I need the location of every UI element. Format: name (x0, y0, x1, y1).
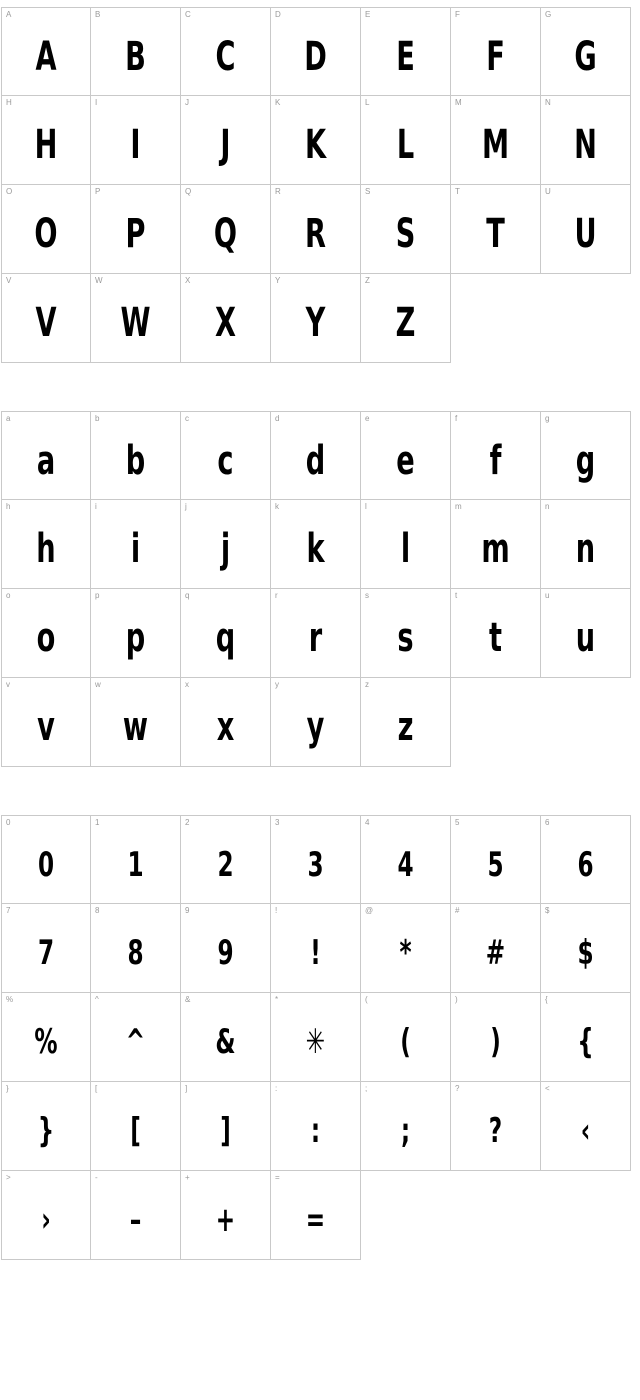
glyph-cell (541, 500, 631, 589)
glyph-cell (91, 185, 181, 274)
glyph-cell-label: V (6, 276, 12, 285)
glyph-cell-character: t (488, 615, 503, 661)
glyph-cell (91, 7, 181, 96)
glyph-cell (361, 904, 451, 993)
glyph-cell (91, 96, 181, 185)
glyph-cell-character: e (396, 438, 415, 484)
glyph-cell-character: z (397, 704, 414, 750)
glyph-cell-label: m (455, 502, 462, 511)
glyph-cell-character: ? (488, 1111, 503, 1151)
glyph-cell (271, 993, 361, 1082)
glyph-cell-character: 6 (577, 845, 594, 885)
glyph-cell (91, 411, 181, 500)
glyph-cell (451, 7, 541, 96)
glyph-cell-label: K (275, 98, 281, 107)
glyph-cell (91, 274, 181, 363)
glyph-cell-character: r (308, 615, 323, 661)
glyph-cell-label: d (275, 414, 280, 423)
glyph-cell-label: p (95, 591, 100, 600)
glyph-cell-label: S (365, 187, 371, 196)
glyph-cell-label: a (6, 414, 11, 423)
glyph-cell-character: x (216, 704, 235, 750)
glyph-cell-character: v (37, 704, 55, 750)
glyph-cell (1, 589, 91, 678)
glyph-cell-label: o (6, 591, 11, 600)
glyph-cell (1, 7, 91, 96)
glyph-cell (1, 678, 91, 767)
glyph-cell (271, 1171, 361, 1260)
glyph-cell-label: v (6, 680, 10, 689)
glyph-cell-label: e (365, 414, 370, 423)
glyph-cell-label: & (185, 995, 191, 1004)
glyph-cell-label: g (545, 414, 550, 423)
glyph-cell-label: J (185, 98, 189, 107)
glyph-cell (1, 1171, 91, 1260)
glyph-cell-character: U (574, 211, 597, 257)
glyph-cell-character: y (306, 704, 325, 750)
glyph-cell-label: } (6, 1084, 9, 1093)
glyph-cell-label: { (545, 995, 548, 1004)
glyph-cell-character: J (220, 122, 231, 168)
glyph-cell-label: 3 (275, 818, 280, 827)
glyph-cell-character: L (396, 122, 415, 168)
glyph-grid-symbols (1, 767, 631, 1260)
glyph-cell-character: = (305, 1200, 326, 1240)
glyph-cell-character: f (489, 438, 502, 484)
glyph-cell-label: $ (545, 906, 550, 915)
glyph-cell-character: ! (310, 933, 321, 973)
glyph-cell (91, 678, 181, 767)
glyph-cell (271, 274, 361, 363)
glyph-cell-label: k (275, 502, 279, 511)
glyph-cell-label: M (455, 98, 462, 107)
glyph-cell-label: ( (365, 995, 368, 1004)
glyph-cell-character: V (35, 300, 57, 346)
glyph-cell-character: ‹ (580, 1111, 591, 1151)
glyph-cell-character: m (481, 526, 510, 572)
glyph-cell (361, 589, 451, 678)
glyph-cell (181, 411, 271, 500)
glyph-cell-character: 1 (127, 845, 144, 885)
glyph-cell (1, 904, 91, 993)
glyph-cell (181, 274, 271, 363)
glyph-cell (1, 815, 91, 904)
glyph-cell-label: N (545, 98, 551, 107)
glyph-cell-character: N (574, 122, 597, 168)
glyph-cell-label: b (95, 414, 100, 423)
glyph-cell-label: E (365, 10, 371, 19)
glyph-cell-character: 3 (307, 845, 324, 885)
glyph-cell-label: 5 (455, 818, 460, 827)
glyph-cell (271, 589, 361, 678)
glyph-cell-label: h (6, 502, 11, 511)
glyph-cell (451, 500, 541, 589)
glyph-cell (181, 589, 271, 678)
glyph-cell (541, 185, 631, 274)
glyph-cell (1, 185, 91, 274)
glyph-cell-label: D (275, 10, 281, 19)
glyph-cell (91, 589, 181, 678)
glyph-cell (91, 815, 181, 904)
glyph-cell (1, 96, 91, 185)
glyph-cell (181, 993, 271, 1082)
glyph-cell-character: 9 (217, 933, 234, 973)
glyph-cell-character: d (305, 438, 326, 484)
glyph-cell-character: w (122, 704, 149, 750)
glyph-cell-label: ) (455, 995, 458, 1004)
glyph-cell-character: Q (213, 211, 238, 257)
glyph-cell (451, 993, 541, 1082)
glyph-cell-character: B (125, 34, 146, 80)
glyph-cell-label: r (275, 591, 278, 600)
glyph-cell-character: › (41, 1200, 51, 1240)
glyph-cell-label: F (455, 10, 460, 19)
glyph-cell-label: 1 (95, 818, 100, 827)
glyph-cell-label: : (275, 1084, 278, 1093)
glyph-cell (541, 411, 631, 500)
glyph-cell (541, 589, 631, 678)
glyph-cell (451, 96, 541, 185)
glyph-cell-label: z (365, 680, 369, 689)
glyph-cell (91, 1082, 181, 1171)
glyph-cell (91, 993, 181, 1082)
glyph-cell-character: W (120, 300, 151, 346)
glyph-cell-character: ] (220, 1111, 231, 1151)
glyph-cell-character: & (215, 1022, 236, 1062)
glyph-cell-character: s (397, 615, 414, 661)
glyph-cell (541, 815, 631, 904)
glyph-cell-character: h (36, 526, 56, 572)
glyph-cell (181, 96, 271, 185)
glyph-cell (1, 411, 91, 500)
glyph-cell-character: 0 (37, 845, 55, 885)
glyph-cell-label: w (95, 680, 101, 689)
glyph-cell-character: A (35, 34, 57, 80)
glyph-cell (1, 993, 91, 1082)
glyph-cell-label: u (545, 591, 550, 600)
glyph-cell-character: 5 (487, 845, 504, 885)
glyph-cell (451, 904, 541, 993)
glyph-cell-label: I (95, 98, 98, 107)
glyph-cell (271, 500, 361, 589)
glyph-cell-label: B (95, 10, 101, 19)
glyph-cell (541, 904, 631, 993)
glyph-cell-character: j (220, 526, 231, 572)
glyph-cell-label: q (185, 591, 190, 600)
glyph-cell (181, 500, 271, 589)
glyph-cell (91, 1171, 181, 1260)
glyph-cell-character: E (396, 34, 415, 80)
glyph-cell-label: i (95, 502, 97, 511)
glyph-cell-character: # (485, 933, 506, 973)
glyph-cell-character: S (395, 211, 416, 257)
glyph-cell-label: ; (365, 1084, 368, 1093)
glyph-cell (91, 500, 181, 589)
glyph-cell-character: 7 (37, 933, 55, 973)
glyph-cell (271, 1082, 361, 1171)
glyph-cell-character: p (125, 615, 146, 661)
glyph-cell-character: – (129, 1200, 142, 1240)
glyph-cell (361, 96, 451, 185)
glyph-cell-character: : (310, 1111, 321, 1151)
glyph-cell-character: $ (577, 933, 594, 973)
glyph-cell-character: + (215, 1200, 236, 1240)
glyph-cell-character: g (575, 438, 596, 484)
glyph-cell (451, 185, 541, 274)
glyph-cell-label: [ (95, 1084, 98, 1093)
glyph-cell-label: y (275, 680, 279, 689)
glyph-cell-label: < (545, 1084, 550, 1093)
glyph-cell (271, 904, 361, 993)
glyph-cell-label: H (6, 98, 12, 107)
glyph-cell-character: l (400, 526, 411, 572)
glyph-cell-character: o (36, 615, 56, 661)
glyph-cell (91, 904, 181, 993)
glyph-cell-character: ( (400, 1022, 411, 1062)
glyph-cell (361, 185, 451, 274)
glyph-cell-character: } (37, 1111, 55, 1151)
glyph-cell (181, 904, 271, 993)
glyph-cell (361, 411, 451, 500)
glyph-cell-label: * (275, 995, 279, 1004)
glyph-cell-label: c (185, 414, 189, 423)
glyph-cell-character: b (125, 438, 146, 484)
glyph-cell-character: u (575, 615, 596, 661)
glyph-cell (541, 96, 631, 185)
glyph-cell-label: G (545, 10, 552, 19)
glyph-cell-character: F (486, 34, 505, 80)
glyph-cell-character: c (217, 438, 234, 484)
glyph-cell-character: 8 (127, 933, 144, 973)
glyph-cell (271, 7, 361, 96)
glyph-cell (361, 1082, 451, 1171)
glyph-cell (181, 7, 271, 96)
glyph-cell (271, 678, 361, 767)
glyph-cell (271, 815, 361, 904)
glyph-cell-character: O (34, 211, 58, 257)
glyph-cell-label: 4 (365, 818, 370, 827)
glyph-cell-label: Y (275, 276, 281, 285)
glyph-cell-label: @ (365, 906, 374, 915)
glyph-cell (1, 274, 91, 363)
glyph-cell-label: ] (185, 1084, 188, 1093)
glyph-cell-character: * (399, 933, 412, 973)
glyph-cell (181, 185, 271, 274)
glyph-cell-label: + (185, 1173, 190, 1182)
glyph-cell-character: K (304, 122, 327, 168)
glyph-cell-label: R (275, 187, 281, 196)
glyph-cell-character: ) (490, 1022, 501, 1062)
glyph-grid-lowercase (1, 363, 631, 767)
glyph-cell-label: n (545, 502, 550, 511)
glyph-cell (361, 815, 451, 904)
glyph-cell-character: P (125, 211, 146, 257)
glyph-cell-character: 2 (217, 845, 234, 885)
glyph-cell-label: l (365, 502, 367, 511)
glyph-cell-label: ^ (95, 995, 99, 1004)
glyph-cell (271, 185, 361, 274)
glyph-cell (451, 1082, 541, 1171)
glyph-cell-character: a (36, 438, 56, 484)
glyph-cell-character: { (577, 1022, 594, 1062)
glyph-cell-label: P (95, 187, 101, 196)
glyph-cell-label: 9 (185, 906, 190, 915)
glyph-cell-label: ? (455, 1084, 460, 1093)
glyph-cell-character: G (574, 34, 597, 80)
glyph-cell-label: U (545, 187, 551, 196)
glyph-cell-label: T (455, 187, 460, 196)
glyph-cell-label: # (455, 906, 460, 915)
glyph-cell (1, 1082, 91, 1171)
glyph-cell-label: = (275, 1173, 280, 1182)
glyph-cell (271, 96, 361, 185)
glyph-cell-label: L (365, 98, 370, 107)
glyph-cell-label: W (95, 276, 103, 285)
glyph-cell-label: t (455, 591, 458, 600)
glyph-cell-character: H (34, 122, 58, 168)
glyph-cell (181, 1171, 271, 1260)
glyph-cell (361, 993, 451, 1082)
glyph-cell-character: X (215, 300, 236, 346)
glyph-cell-character: q (215, 615, 236, 661)
glyph-cell (541, 7, 631, 96)
glyph-cell-character: ✳ (305, 1022, 326, 1062)
glyph-cell-character: k (306, 526, 325, 572)
glyph-cell-label: 2 (185, 818, 190, 827)
glyph-cell-character: Y (305, 300, 326, 346)
glyph-cell (541, 993, 631, 1082)
glyph-cell-character: Z (395, 300, 416, 346)
glyph-cell (451, 411, 541, 500)
glyph-cell-character: I (130, 122, 141, 168)
glyph-cell (361, 678, 451, 767)
glyph-cell (361, 7, 451, 96)
glyph-cell-label: Z (365, 276, 370, 285)
glyph-cell-character: n (575, 526, 596, 572)
glyph-cell-label: % (6, 995, 14, 1004)
glyph-cell (361, 274, 451, 363)
glyph-cell-label: ! (275, 906, 278, 915)
glyph-cell-label: X (185, 276, 191, 285)
glyph-grid-uppercase (1, 0, 631, 363)
glyph-cell-character: ^ (125, 1022, 146, 1062)
glyph-cell (181, 1082, 271, 1171)
glyph-cell-character: T (486, 211, 505, 257)
glyph-cell (541, 1082, 631, 1171)
glyph-cell (361, 500, 451, 589)
glyph-cell-label: x (185, 680, 189, 689)
glyph-cell-character: ; (400, 1111, 411, 1151)
glyph-cell-character: M (481, 122, 510, 168)
glyph-cell (1, 500, 91, 589)
glyph-cell (271, 411, 361, 500)
glyph-cell-character: D (304, 34, 327, 80)
glyph-cell-label: C (185, 10, 191, 19)
glyph-cell-label: O (6, 187, 13, 196)
glyph-cell-label: s (365, 591, 369, 600)
glyph-cell-character: % (34, 1022, 58, 1062)
glyph-cell-character: R (305, 211, 326, 257)
glyph-cell-character: 4 (397, 845, 414, 885)
glyph-cell-label: A (6, 10, 12, 19)
glyph-cell (451, 815, 541, 904)
glyph-cell-character: [ (130, 1111, 141, 1151)
glyph-cell (451, 589, 541, 678)
glyph-cell-label: - (95, 1173, 98, 1182)
glyph-cell-label: j (185, 502, 187, 511)
glyph-cell-label: 0 (6, 818, 11, 827)
glyph-cell (181, 815, 271, 904)
glyph-cell-label: > (6, 1173, 11, 1182)
glyph-cell-label: Q (185, 187, 192, 196)
glyph-cell-label: 8 (95, 906, 100, 915)
glyph-cell (181, 678, 271, 767)
glyph-cell-label: f (455, 414, 458, 423)
glyph-cell-label: 6 (545, 818, 550, 827)
glyph-cell-label: 7 (6, 906, 11, 915)
glyph-cell-character: i (130, 526, 141, 572)
glyph-cell-character: C (215, 34, 236, 80)
